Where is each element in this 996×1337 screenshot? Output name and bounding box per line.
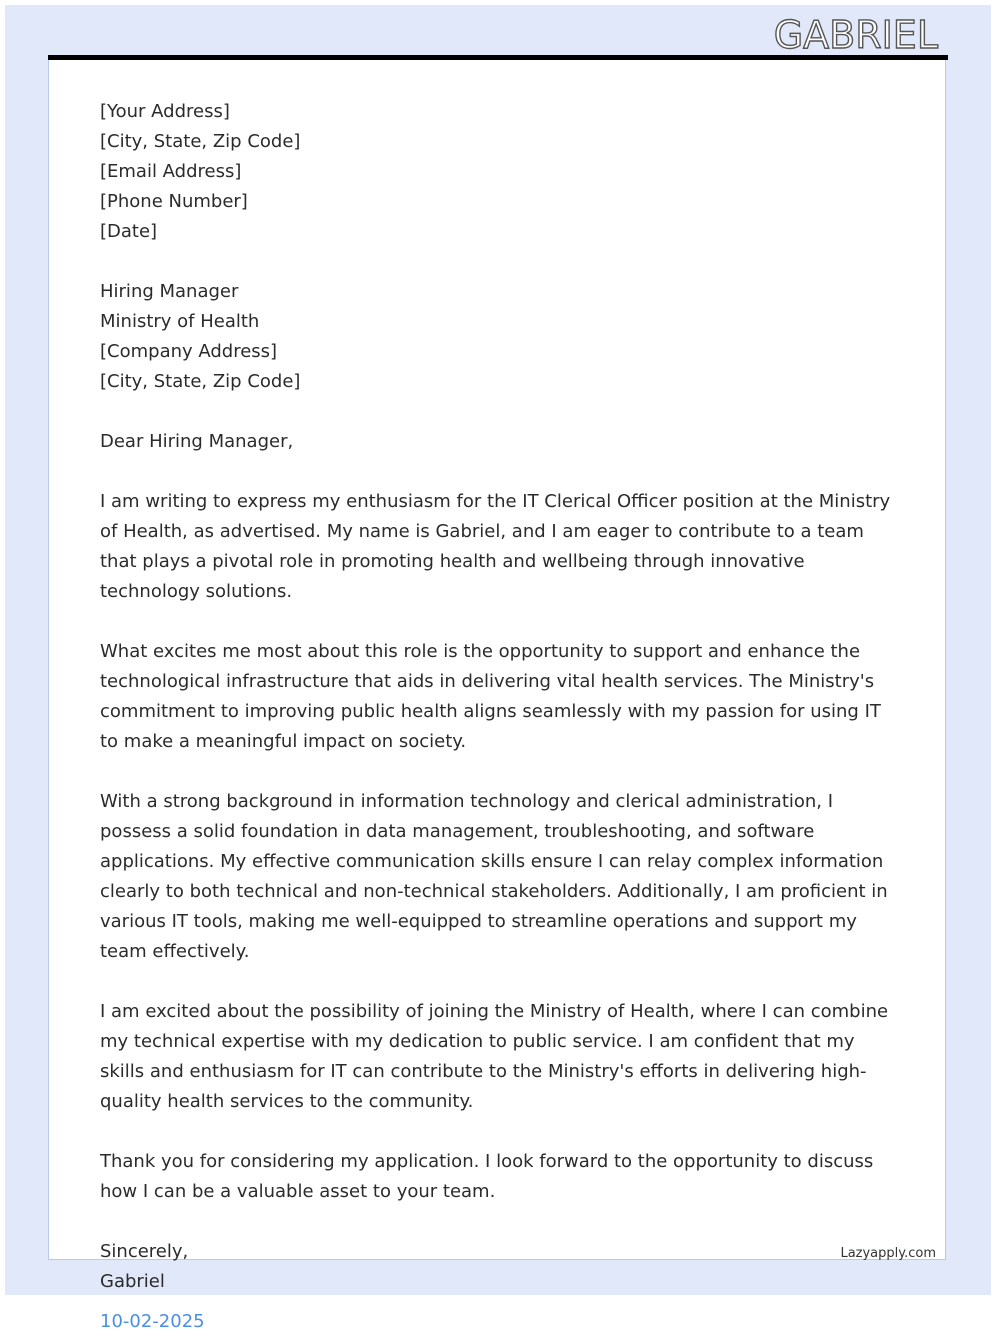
spacer	[100, 757, 900, 787]
letter-body	[100, 97, 900, 1337]
sender-date: [Date]	[100, 221, 158, 242]
sender-city-state-zip: [City, State, Zip Code]	[100, 131, 301, 152]
spacer	[100, 607, 900, 637]
header-name: GABRIEL	[773, 13, 938, 57]
spacer	[100, 967, 900, 997]
body-paragraph-4: I am excited about the possibility of joining the Ministry of Health, where I can combine my technical expertise with my dedication to public service. I am confident that my skills and enthusiasm for IT can contribute to the Ministry's efforts in delivering high-quality health services to the community.	[100, 1001, 889, 1112]
spacer	[100, 1207, 900, 1237]
recipient-title: Hiring Manager	[100, 281, 239, 302]
watermark: Lazyapply.com	[840, 1246, 936, 1261]
recipient-block	[100, 277, 900, 397]
body-paragraph-2: What excites me most about this role is the opportunity to support and enhance the technological infrastructure that aids in delivering vital health services. The Ministry's commitment to improving public health aligns seamlessly with my passion for using IT to make a meaningful impact on society.	[100, 641, 881, 752]
signature-name: Gabriel	[100, 1271, 165, 1292]
body-paragraph-5: Thank you for considering my application. I look forward to the opportunity to discuss how I can be a valuable asset to your team.	[100, 1151, 874, 1202]
closing-block	[100, 1237, 900, 1337]
salutation: Dear Hiring Manager,	[100, 431, 294, 452]
spacer	[100, 1117, 900, 1147]
sender-block	[100, 97, 900, 247]
spacer	[100, 457, 900, 487]
recipient-company-address: [Company Address]	[100, 341, 278, 362]
sender-phone: [Phone Number]	[100, 191, 248, 212]
recipient-city-state-zip: [City, State, Zip Code]	[100, 371, 301, 392]
body-paragraph-1: I am writing to express my enthusiasm for the IT Clerical Officer position at the Ministry of Health, as advertised. My name is Gabriel, and I am eager to contribute to a team that plays a pivotal role in promoting health and wellbeing through innovative technology solutions.	[100, 491, 891, 602]
closing-date: 10-02-2025	[100, 1311, 205, 1332]
recipient-organization: Ministry of Health	[100, 311, 260, 332]
spacer	[100, 247, 900, 277]
body-paragraph-3: With a strong background in information technology and clerical administration, I possess a solid foundation in data management, troubleshooting, and software applications. My effective communication skills ensure I can relay complex information clearly to both technical and non-technical stakeholders. Additionally, I am proficient in various IT tools, making me well-equipped to streamline operations and support my team effectively.	[100, 791, 888, 962]
sender-email: [Email Address]	[100, 161, 242, 182]
spacer	[100, 397, 900, 427]
valediction: Sincerely,	[100, 1241, 189, 1262]
sender-address: [Your Address]	[100, 101, 230, 122]
